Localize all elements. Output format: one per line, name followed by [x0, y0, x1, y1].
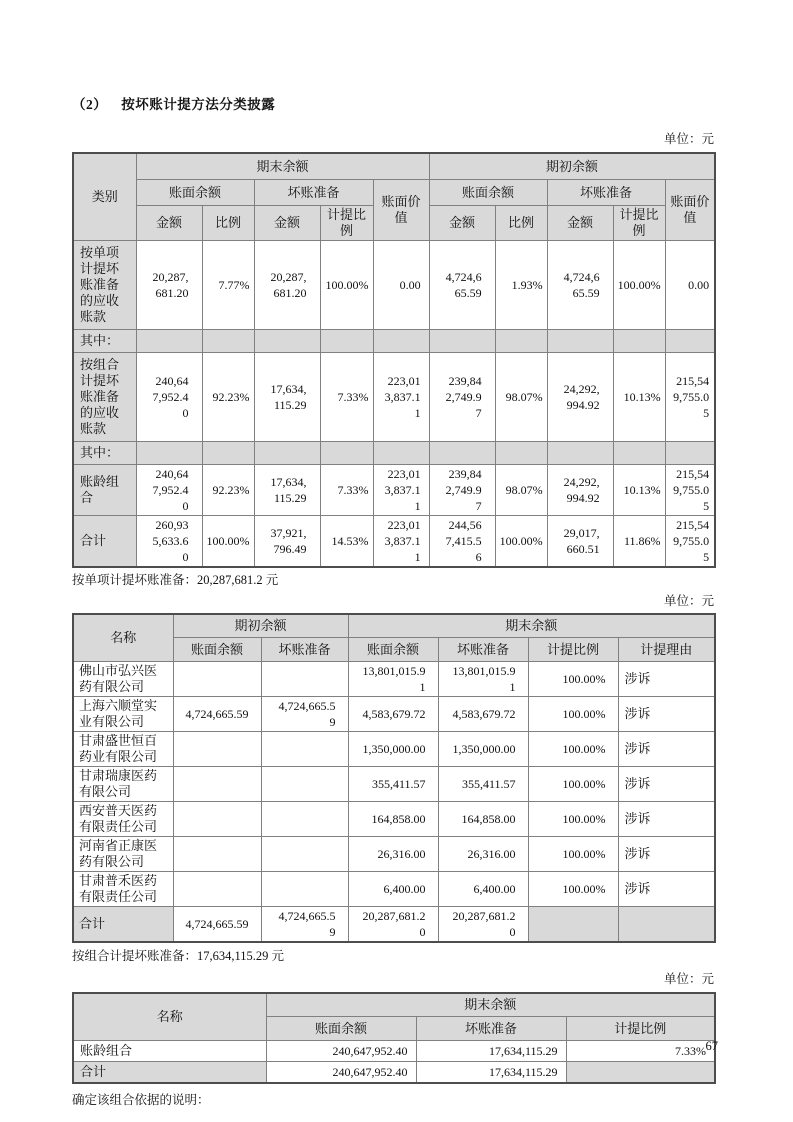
table-cell: [495, 442, 547, 465]
column-header: 账面余额: [266, 1017, 416, 1041]
table-cell: 355,411.57: [438, 767, 528, 802]
table-cell: 100.00%: [613, 241, 665, 330]
table-cell: 239,842,749.97: [429, 465, 495, 516]
column-header: 坏账准备: [438, 638, 528, 662]
table-cell: 4,724,665.59: [429, 241, 495, 330]
individual-provision-table: [72, 613, 716, 943]
table-cell: [495, 330, 547, 353]
table-cell: [136, 442, 202, 465]
table-cell: [429, 330, 495, 353]
table-cell: 4,724,665.59: [547, 241, 613, 330]
table-cell: [320, 442, 373, 465]
row-label-cell: 合计: [73, 1062, 266, 1084]
table-cell: [254, 442, 320, 465]
column-header: 金额: [547, 206, 613, 241]
table-cell: 涉诉: [618, 732, 715, 767]
note-text: 按组合计提坏账准备：17,634,115.29 元: [72, 949, 285, 963]
table-cell: 100.00%: [528, 662, 618, 697]
table-cell: 0.00: [665, 241, 715, 330]
column-header: 坏账准备: [261, 638, 348, 662]
table-cell: 100.00%: [528, 767, 618, 802]
table-cell: 20,287,681.20: [438, 907, 528, 943]
table-cell: [613, 330, 665, 353]
table-cell: 涉诉: [618, 767, 715, 802]
provision-method-table: [72, 152, 716, 568]
table-cell: 17,634,115.29: [254, 465, 320, 516]
row-label-cell: 甘肃盛世恒百药业有限公司: [73, 732, 173, 767]
row-label-cell: 甘肃普禾医药有限责任公司: [73, 872, 173, 907]
table-cell: 4,583,679.72: [348, 697, 438, 732]
unit-label: 单位：元: [663, 972, 714, 986]
table-cell: 240,647,952.40: [266, 1062, 416, 1084]
table-cell: 29,017,660.51: [547, 516, 613, 568]
table-cell: 13,801,015.91: [348, 662, 438, 697]
row-label-cell: 账龄组合: [73, 465, 136, 516]
row-label-cell: 合计: [73, 907, 173, 943]
note-text: 按单项计提坏账准备：20,287,681.2 元: [72, 573, 279, 587]
table-cell: [613, 442, 665, 465]
row-label-cell: 上海六顺堂实业有限公司: [73, 697, 173, 732]
table-cell: [566, 1062, 715, 1084]
column-header: 计提比例: [566, 1017, 715, 1041]
table-cell: 98.07%: [495, 353, 547, 442]
table-cell: 17,634,115.29: [416, 1041, 566, 1062]
column-header: 计提比例: [320, 206, 373, 241]
column-header: 计提比例: [613, 206, 665, 241]
table-cell: 240,647,952.40: [136, 465, 202, 516]
page-number: 67: [705, 1039, 718, 1053]
table-cell: 92.23%: [202, 465, 254, 516]
column-header: 金额: [429, 206, 495, 241]
table-cell: [373, 330, 429, 353]
table-cell: 4,724,665.59: [173, 697, 261, 732]
table-cell: 4,724,665.59: [173, 907, 261, 943]
column-header: 账面价值: [665, 180, 715, 241]
column-header: 坏账准备: [547, 180, 665, 206]
row-label-cell: 河南省正康医药有限公司: [73, 837, 173, 872]
table-cell: 1.93%: [495, 241, 547, 330]
column-header: 账面价值: [373, 180, 429, 241]
column-header: 比例: [495, 206, 547, 241]
table-cell: [261, 732, 348, 767]
column-header: 金额: [136, 206, 202, 241]
row-label-cell: 佛山市弘兴医药有限公司: [73, 662, 173, 697]
table-cell: 7.33%: [320, 465, 373, 516]
row-label-cell: 按单项计提坏账准备的应收账款: [73, 241, 136, 330]
table-cell: 215,549,755.05: [665, 353, 715, 442]
column-header: 账面余额: [136, 180, 254, 206]
table-cell: 100.00%: [495, 516, 547, 568]
portfolio-provision-table: [72, 992, 716, 1084]
table-cell: 260,935,633.60: [136, 516, 202, 568]
table-cell: [320, 330, 373, 353]
table-cell: [618, 907, 715, 943]
table-cell: 17,634,115.29: [416, 1062, 566, 1084]
note-text: 确定该组合依据的说明：: [72, 1093, 210, 1107]
table-cell: 26,316.00: [438, 837, 528, 872]
table-cell: 20,287,681.20: [136, 241, 202, 330]
table-cell: 1,350,000.00: [348, 732, 438, 767]
column-header: 金额: [254, 206, 320, 241]
table-cell: 10.13%: [613, 353, 665, 442]
row-label-cell: 其中：: [73, 330, 136, 353]
table-cell: 164,858.00: [348, 802, 438, 837]
table-cell: 223,013,837.11: [373, 465, 429, 516]
column-header: 类别: [73, 153, 136, 241]
table-cell: [665, 330, 715, 353]
row-label-cell: 账龄组合: [73, 1041, 266, 1062]
table-cell: [261, 872, 348, 907]
table-cell: 20,287,681.20: [348, 907, 438, 943]
column-header: 名称: [73, 614, 173, 662]
table-cell: 100.00%: [202, 516, 254, 568]
table-cell: 240,647,952.40: [266, 1041, 416, 1062]
table-cell: 7.77%: [202, 241, 254, 330]
table-cell: 355,411.57: [348, 767, 438, 802]
table-cell: 14.53%: [320, 516, 373, 568]
table-cell: [202, 330, 254, 353]
column-header: 期末余额: [136, 153, 429, 180]
table-cell: 244,567,415.56: [429, 516, 495, 568]
row-label-cell: 按组合计提坏账准备的应收账款: [73, 353, 136, 442]
table-cell: 4,724,665.59: [261, 907, 348, 943]
column-header: 比例: [202, 206, 254, 241]
section-number: （2）: [72, 97, 108, 112]
table-cell: [173, 837, 261, 872]
table-cell: 164,858.00: [438, 802, 528, 837]
table-cell: 24,292,994.92: [547, 353, 613, 442]
table-cell: 涉诉: [618, 662, 715, 697]
table-cell: 0.00: [373, 241, 429, 330]
table-cell: 涉诉: [618, 697, 715, 732]
column-header: 账面余额: [429, 180, 547, 206]
table-cell: [547, 442, 613, 465]
column-header: 期初余额: [173, 614, 348, 638]
table-cell: 24,292,994.92: [547, 465, 613, 516]
table-cell: [261, 767, 348, 802]
column-header: 坏账准备: [254, 180, 373, 206]
table-cell: 223,013,837.11: [373, 353, 429, 442]
table-cell: [173, 802, 261, 837]
column-header: 计提比例: [528, 638, 618, 662]
table-cell: 26,316.00: [348, 837, 438, 872]
column-header: 期末余额: [348, 614, 715, 638]
table-cell: [202, 442, 254, 465]
table-cell: [528, 907, 618, 943]
table-cell: [173, 662, 261, 697]
table-cell: 100.00%: [528, 872, 618, 907]
table-cell: 涉诉: [618, 802, 715, 837]
row-label-cell: 甘肃瑞康医药有限公司: [73, 767, 173, 802]
table-cell: 92.23%: [202, 353, 254, 442]
table-cell: 100.00%: [528, 697, 618, 732]
row-label-cell: 西安普天医药有限责任公司: [73, 802, 173, 837]
row-label-cell: 合计: [73, 516, 136, 568]
table-cell: 100.00%: [528, 732, 618, 767]
table-cell: 涉诉: [618, 837, 715, 872]
column-header: 名称: [73, 993, 266, 1041]
column-header: 账面余额: [348, 638, 438, 662]
table-cell: 98.07%: [495, 465, 547, 516]
table-cell: 7.33%: [320, 353, 373, 442]
column-header: 计提理由: [618, 638, 715, 662]
section-title: 按坏账计提方法分类披露: [121, 97, 276, 112]
table-cell: [547, 330, 613, 353]
table-cell: [254, 330, 320, 353]
table-cell: [173, 872, 261, 907]
table-cell: 4,724,665.59: [261, 697, 348, 732]
unit-label: 单位：元: [663, 594, 714, 608]
section-heading: [72, 97, 714, 112]
table-cell: 240,647,952.40: [136, 353, 202, 442]
table-cell: 7.33%: [566, 1041, 715, 1062]
table-cell: [261, 837, 348, 872]
table-cell: 6,400.00: [438, 872, 528, 907]
table-cell: [373, 442, 429, 465]
table-cell: [136, 330, 202, 353]
table-cell: [665, 442, 715, 465]
column-header: 账面余额: [173, 638, 261, 662]
table-cell: 37,921,796.49: [254, 516, 320, 568]
table-cell: [173, 732, 261, 767]
table-cell: [429, 442, 495, 465]
table-cell: 239,842,749.97: [429, 353, 495, 442]
table-cell: 100.00%: [528, 837, 618, 872]
table-cell: 13,801,015.91: [438, 662, 528, 697]
row-label-cell: 其中：: [73, 442, 136, 465]
table-cell: 11.86%: [613, 516, 665, 568]
column-header: 期初余额: [429, 153, 715, 180]
unit-label: 单位：元: [663, 132, 714, 146]
table-cell: [261, 802, 348, 837]
table-cell: 20,287,681.20: [254, 241, 320, 330]
table-cell: 100.00%: [528, 802, 618, 837]
table-cell: [261, 662, 348, 697]
table-cell: 223,013,837.11: [373, 516, 429, 568]
column-header: 坏账准备: [416, 1017, 566, 1041]
table-cell: 10.13%: [613, 465, 665, 516]
table-cell: 215,549,755.05: [665, 465, 715, 516]
column-header: 期末余额: [266, 993, 715, 1017]
table-cell: 17,634,115.29: [254, 353, 320, 442]
table-cell: 1,350,000.00: [438, 732, 528, 767]
page-content: [72, 97, 714, 1108]
table-cell: [173, 767, 261, 802]
table-cell: 6,400.00: [348, 872, 438, 907]
table-cell: 215,549,755.05: [665, 516, 715, 568]
table-cell: 100.00%: [320, 241, 373, 330]
table-cell: 4,583,679.72: [438, 697, 528, 732]
table-cell: 涉诉: [618, 872, 715, 907]
